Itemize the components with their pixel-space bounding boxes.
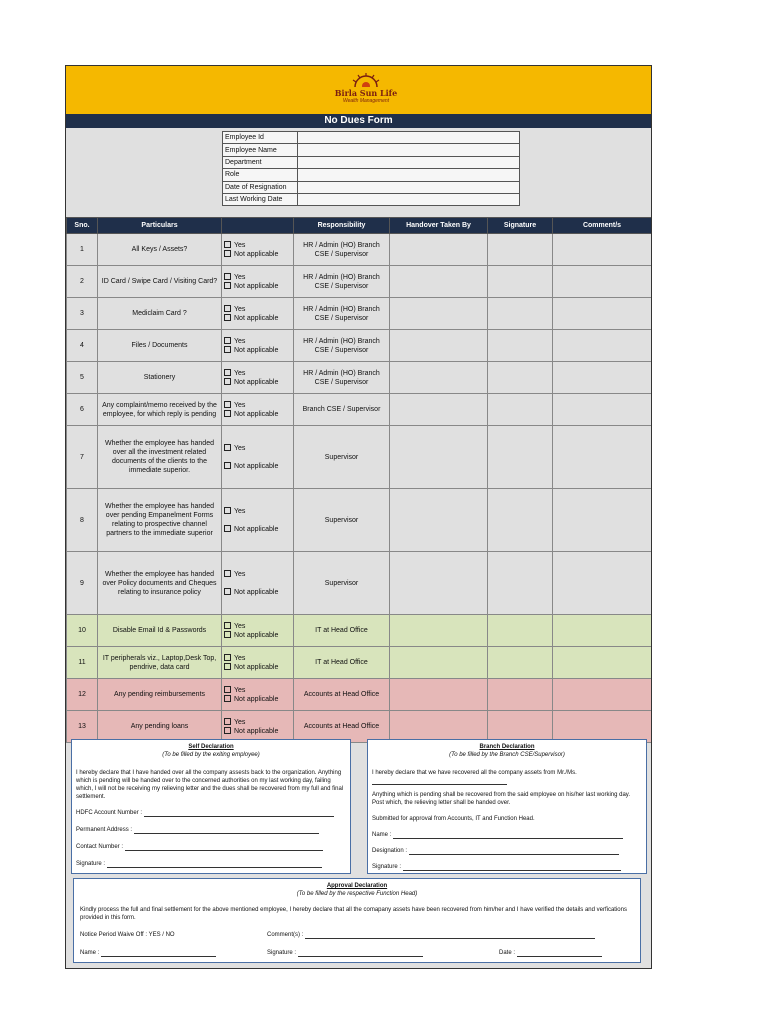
- row-particular: Disable Email Id & Passwords: [98, 615, 222, 647]
- table-row: [67, 234, 652, 266]
- form-title: No Dues Form: [66, 114, 651, 128]
- yes-checkbox[interactable]: [224, 718, 231, 725]
- yes-label: Yes: [234, 273, 246, 281]
- row-particular: All Keys / Assets?: [98, 234, 222, 266]
- employee-info-label: Employee Name: [223, 144, 298, 156]
- employee-info-row: [223, 181, 520, 193]
- col-signature: Signature: [488, 218, 553, 234]
- row-sno: 9: [67, 552, 98, 615]
- row-responsibility: IT at Head Office: [294, 647, 390, 679]
- row-comments-cell[interactable]: [553, 711, 652, 743]
- row-particular: ID Card / Swipe Card / Visiting Card?: [98, 266, 222, 298]
- row-handover-cell[interactable]: [390, 489, 488, 552]
- row-comments-cell[interactable]: [553, 647, 652, 679]
- table-row: [67, 266, 652, 298]
- branch-declaration-sub: (To be filled by the Branch CSE/Supervisor): [449, 752, 565, 758]
- row-responsibility: Supervisor: [294, 552, 390, 615]
- approval-date-field[interactable]: [517, 950, 602, 957]
- row-handover-cell[interactable]: [390, 298, 488, 330]
- yes-checkbox[interactable]: [224, 570, 231, 577]
- approver-name-field[interactable]: [101, 950, 216, 957]
- table-row: [67, 552, 652, 615]
- employee-info-row: [223, 132, 520, 144]
- branch-name-field[interactable]: [393, 832, 623, 839]
- na-label: Not applicable: [234, 346, 279, 354]
- employee-info-row: [223, 144, 520, 156]
- employee-info-row: [223, 193, 520, 205]
- na-checkbox[interactable]: [224, 462, 231, 469]
- row-sno: 1: [67, 234, 98, 266]
- approval-text: Kindly process the full and final settlement for the above mentioned employee, I hereby declare that all the comapany assets have been recovered from him/her and I have verified the details and verfications provided in this form.: [80, 907, 627, 921]
- table-header-row: [67, 218, 652, 234]
- row-options: [222, 362, 294, 394]
- col-comments: Comment/s: [553, 218, 652, 234]
- table-row: [67, 711, 652, 743]
- yes-checkbox[interactable]: [224, 369, 231, 376]
- na-checkbox[interactable]: [224, 588, 231, 595]
- branch-signature-field[interactable]: [403, 864, 621, 871]
- na-label: Not applicable: [234, 663, 279, 671]
- row-signature-cell[interactable]: [488, 711, 553, 743]
- yes-checkbox[interactable]: [224, 507, 231, 514]
- yes-label: Yes: [234, 686, 246, 694]
- table-row: [67, 489, 652, 552]
- row-signature-cell[interactable]: [488, 362, 553, 394]
- comments-field[interactable]: [305, 932, 595, 939]
- employee-info-label: Date of Resignation: [223, 181, 298, 193]
- row-comments-cell[interactable]: [553, 679, 652, 711]
- row-comments-cell[interactable]: [553, 552, 652, 615]
- row-handover-cell[interactable]: [390, 647, 488, 679]
- row-comments-cell[interactable]: [553, 426, 652, 489]
- col-sno: Sno.: [67, 218, 98, 234]
- row-responsibility: HR / Admin (HO) Branch CSE / Supervisor: [294, 330, 390, 362]
- row-signature-cell[interactable]: [488, 266, 553, 298]
- row-particular: Whether the employee has handed over pending Empanelment Forms relating to prospective channel partners to the immediate superior: [98, 489, 222, 552]
- na-label: Not applicable: [234, 727, 279, 735]
- table-row: [67, 362, 652, 394]
- row-particular: Stationery: [98, 362, 222, 394]
- yes-label: Yes: [234, 718, 246, 726]
- yes-checkbox[interactable]: [224, 444, 231, 451]
- row-sno: 2: [67, 266, 98, 298]
- row-responsibility: HR / Admin (HO) Branch CSE / Supervisor: [294, 266, 390, 298]
- clearance-table: [66, 217, 652, 743]
- permanent-address-field[interactable]: [134, 827, 319, 834]
- self-signature-field[interactable]: [107, 861, 322, 868]
- employee-info-row: [223, 156, 520, 168]
- permanent-address-label: Permanent Address :: [76, 827, 133, 833]
- row-particular: Mediclaim Card ?: [98, 298, 222, 330]
- row-sno: 12: [67, 679, 98, 711]
- employee-info-label: Department: [223, 156, 298, 168]
- branch-name-label: Name :: [372, 832, 392, 838]
- na-checkbox[interactable]: [224, 727, 231, 734]
- row-handover-cell[interactable]: [390, 552, 488, 615]
- row-options: [222, 489, 294, 552]
- row-handover-cell[interactable]: [390, 234, 488, 266]
- row-sno: 7: [67, 426, 98, 489]
- yes-label: Yes: [234, 337, 246, 345]
- table-row: [67, 647, 652, 679]
- yes-label: Yes: [234, 622, 246, 630]
- row-sno: 6: [67, 394, 98, 426]
- row-handover-cell[interactable]: [390, 266, 488, 298]
- branch-signature-label: Signature :: [372, 864, 402, 870]
- row-sno: 3: [67, 298, 98, 330]
- na-checkbox[interactable]: [224, 282, 231, 289]
- self-declaration-heading: Self Declaration: [188, 744, 234, 750]
- row-handover-cell[interactable]: [390, 679, 488, 711]
- row-options: [222, 679, 294, 711]
- na-label: Not applicable: [234, 282, 279, 290]
- na-label: Not applicable: [234, 378, 279, 386]
- na-checkbox[interactable]: [224, 695, 231, 702]
- yes-label: Yes: [234, 444, 246, 452]
- na-checkbox[interactable]: [224, 314, 231, 321]
- row-signature-cell[interactable]: [488, 426, 553, 489]
- col-particulars: Particulars: [98, 218, 222, 234]
- row-options: [222, 298, 294, 330]
- row-options: [222, 330, 294, 362]
- company-logo: [321, 73, 411, 109]
- na-checkbox[interactable]: [224, 346, 231, 353]
- na-checkbox[interactable]: [224, 663, 231, 670]
- row-particular: Any complaint/memo received by the employee, for which reply is pending: [98, 394, 222, 426]
- yes-label: Yes: [234, 401, 246, 409]
- table-row: [67, 394, 652, 426]
- approval-sub: (To be filled by the respective Function Head): [296, 891, 418, 897]
- yes-label: Yes: [234, 369, 246, 377]
- row-signature-cell[interactable]: [488, 234, 553, 266]
- yes-checkbox[interactable]: [224, 622, 231, 629]
- contact-number-label: Contact Number :: [76, 844, 124, 850]
- employee-info-value[interactable]: [298, 169, 520, 181]
- row-sno: 13: [67, 711, 98, 743]
- table-row: [67, 298, 652, 330]
- row-handover-cell[interactable]: [390, 362, 488, 394]
- row-sno: 5: [67, 362, 98, 394]
- employee-info-value[interactable]: [298, 156, 520, 168]
- row-comments-cell[interactable]: [553, 489, 652, 552]
- yes-checkbox[interactable]: [224, 337, 231, 344]
- employee-info-label: Role: [223, 169, 298, 181]
- approval-date-label: Date :: [499, 950, 516, 956]
- brand-tagline: Wealth Management: [342, 98, 390, 104]
- brand-name: Birla Sun Life: [334, 88, 398, 98]
- yes-checkbox[interactable]: [224, 401, 231, 408]
- row-options: [222, 647, 294, 679]
- approval-declaration-box: [73, 878, 641, 963]
- na-label: Not applicable: [234, 695, 279, 703]
- row-comments-cell[interactable]: [553, 266, 652, 298]
- employee-info-value[interactable]: [298, 132, 520, 144]
- na-label: Not applicable: [234, 250, 279, 258]
- row-responsibility: HR / Admin (HO) Branch CSE / Supervisor: [294, 362, 390, 394]
- row-responsibility: Accounts at Head Office: [294, 711, 390, 743]
- employee-info-label: Last Working Date: [223, 193, 298, 205]
- na-checkbox[interactable]: [224, 250, 231, 257]
- row-options: [222, 615, 294, 647]
- row-particular: IT peripherals viz., Laptop,Desk Top, pendrive, data card: [98, 647, 222, 679]
- table-row: [67, 426, 652, 489]
- na-label: Not applicable: [234, 631, 279, 639]
- row-signature-cell[interactable]: [488, 679, 553, 711]
- row-responsibility: Supervisor: [294, 489, 390, 552]
- employee-info-value[interactable]: [298, 193, 520, 205]
- employee-info-value[interactable]: [298, 181, 520, 193]
- row-handover-cell[interactable]: [390, 615, 488, 647]
- na-checkbox[interactable]: [224, 378, 231, 385]
- row-options: [222, 552, 294, 615]
- approver-signature-label: Signature :: [267, 950, 297, 956]
- branch-declaration-text: I hereby declare that we have recovered all the company assets from Mr./Ms.: [372, 770, 577, 776]
- row-signature-cell[interactable]: [488, 615, 553, 647]
- row-options: [222, 426, 294, 489]
- self-declaration-sub: (To be filled by the exiting employee): [162, 752, 260, 758]
- employee-info-label: Employee Id: [223, 132, 298, 144]
- comments-label: Comment(s) :: [267, 932, 304, 938]
- approver-name-label: Name :: [80, 950, 100, 956]
- row-responsibility: Supervisor: [294, 426, 390, 489]
- row-handover-cell[interactable]: [390, 711, 488, 743]
- row-handover-cell[interactable]: [390, 426, 488, 489]
- yes-checkbox[interactable]: [224, 654, 231, 661]
- designation-field[interactable]: [409, 848, 619, 855]
- col-handover: Handover Taken By: [390, 218, 488, 234]
- yes-checkbox[interactable]: [224, 686, 231, 693]
- row-signature-cell[interactable]: [488, 298, 553, 330]
- na-label: Not applicable: [234, 462, 279, 470]
- branch-declaration-heading: Branch Declaration: [479, 744, 535, 750]
- row-signature-cell[interactable]: [488, 394, 553, 426]
- row-options: [222, 234, 294, 266]
- row-comments-cell[interactable]: [553, 362, 652, 394]
- na-checkbox[interactable]: [224, 525, 231, 532]
- col-options: [222, 218, 294, 234]
- col-responsibility: Responsibility: [294, 218, 390, 234]
- header-banner: [66, 66, 651, 115]
- row-sno: 10: [67, 615, 98, 647]
- row-signature-cell[interactable]: [488, 489, 553, 552]
- row-responsibility: HR / Admin (HO) Branch CSE / Supervisor: [294, 298, 390, 330]
- row-particular: Whether the employee has handed over all the investment related documents of the clients to the immediate superior.: [98, 426, 222, 489]
- self-declaration-box: [71, 739, 351, 874]
- table-row: [67, 330, 652, 362]
- self-signature-label: Signature :: [76, 861, 106, 867]
- row-handover-cell[interactable]: [390, 394, 488, 426]
- row-options: [222, 711, 294, 743]
- row-comments-cell[interactable]: [553, 394, 652, 426]
- hdfc-account-field[interactable]: [144, 810, 334, 817]
- yes-checkbox[interactable]: [224, 273, 231, 280]
- row-signature-cell[interactable]: [488, 330, 553, 362]
- employee-info-row: [223, 169, 520, 181]
- branch-declaration-text-3: Submitted for approval from Accounts, IT and Function Head.: [372, 816, 535, 822]
- yes-label: Yes: [234, 305, 246, 313]
- hdfc-account-label: HDFC Account Number :: [76, 810, 143, 816]
- row-responsibility: Branch CSE / Supervisor: [294, 394, 390, 426]
- row-options: [222, 266, 294, 298]
- row-particular: Whether the employee has handed over Policy documents and Cheques relating to insurance policy: [98, 552, 222, 615]
- yes-checkbox[interactable]: [224, 305, 231, 312]
- row-comments-cell[interactable]: [553, 298, 652, 330]
- na-label: Not applicable: [234, 525, 279, 533]
- row-responsibility: IT at Head Office: [294, 615, 390, 647]
- yes-label: Yes: [234, 570, 246, 578]
- branch-declaration-box: [367, 739, 647, 874]
- row-signature-cell[interactable]: [488, 552, 553, 615]
- na-checkbox[interactable]: [224, 410, 231, 417]
- row-comments-cell[interactable]: [553, 330, 652, 362]
- notice-period-label: Notice Period Waive Off : YES / NO: [80, 932, 175, 938]
- row-particular: Any pending loans: [98, 711, 222, 743]
- contact-number-field[interactable]: [125, 844, 323, 851]
- na-checkbox[interactable]: [224, 631, 231, 638]
- employee-info-value[interactable]: [298, 144, 520, 156]
- row-options: [222, 394, 294, 426]
- employee-name-field[interactable]: [372, 778, 507, 785]
- row-comments-cell[interactable]: [553, 234, 652, 266]
- row-sno: 4: [67, 330, 98, 362]
- row-sno: 8: [67, 489, 98, 552]
- approver-signature-field[interactable]: [298, 950, 423, 957]
- row-handover-cell[interactable]: [390, 330, 488, 362]
- designation-label: Designation :: [372, 848, 408, 854]
- row-signature-cell[interactable]: [488, 647, 553, 679]
- row-particular: Files / Documents: [98, 330, 222, 362]
- yes-label: Yes: [234, 654, 246, 662]
- na-label: Not applicable: [234, 314, 279, 322]
- table-row: [67, 679, 652, 711]
- table-row: [67, 615, 652, 647]
- yes-checkbox[interactable]: [224, 241, 231, 248]
- no-dues-form-sheet: [65, 65, 652, 969]
- na-label: Not applicable: [234, 588, 279, 596]
- employee-info-table: [222, 131, 520, 206]
- row-sno: 11: [67, 647, 98, 679]
- yes-label: Yes: [234, 507, 246, 515]
- sun-logo-icon: [351, 73, 381, 87]
- approval-heading: Approval Declaration: [326, 883, 388, 889]
- self-declaration-text: I hereby declare that I have handed over all the company assests back to the organization. Anything which is pending will be handed over to the concerned authorities on my last working day, failing which, I will not be receiving my relieving letter and the dues shall be recovered from my full and final settlement.: [76, 770, 344, 800]
- yes-label: Yes: [234, 241, 246, 249]
- row-particular: Any pending reimbursements: [98, 679, 222, 711]
- row-comments-cell[interactable]: [553, 615, 652, 647]
- row-responsibility: HR / Admin (HO) Branch CSE / Supervisor: [294, 234, 390, 266]
- na-label: Not applicable: [234, 410, 279, 418]
- branch-declaration-text-2: Anything which is pending shall be recovered from the said employee on his/her last working day. Post which, the relieving letter shall be handed over.: [372, 792, 631, 806]
- row-responsibility: Accounts at Head Office: [294, 679, 390, 711]
